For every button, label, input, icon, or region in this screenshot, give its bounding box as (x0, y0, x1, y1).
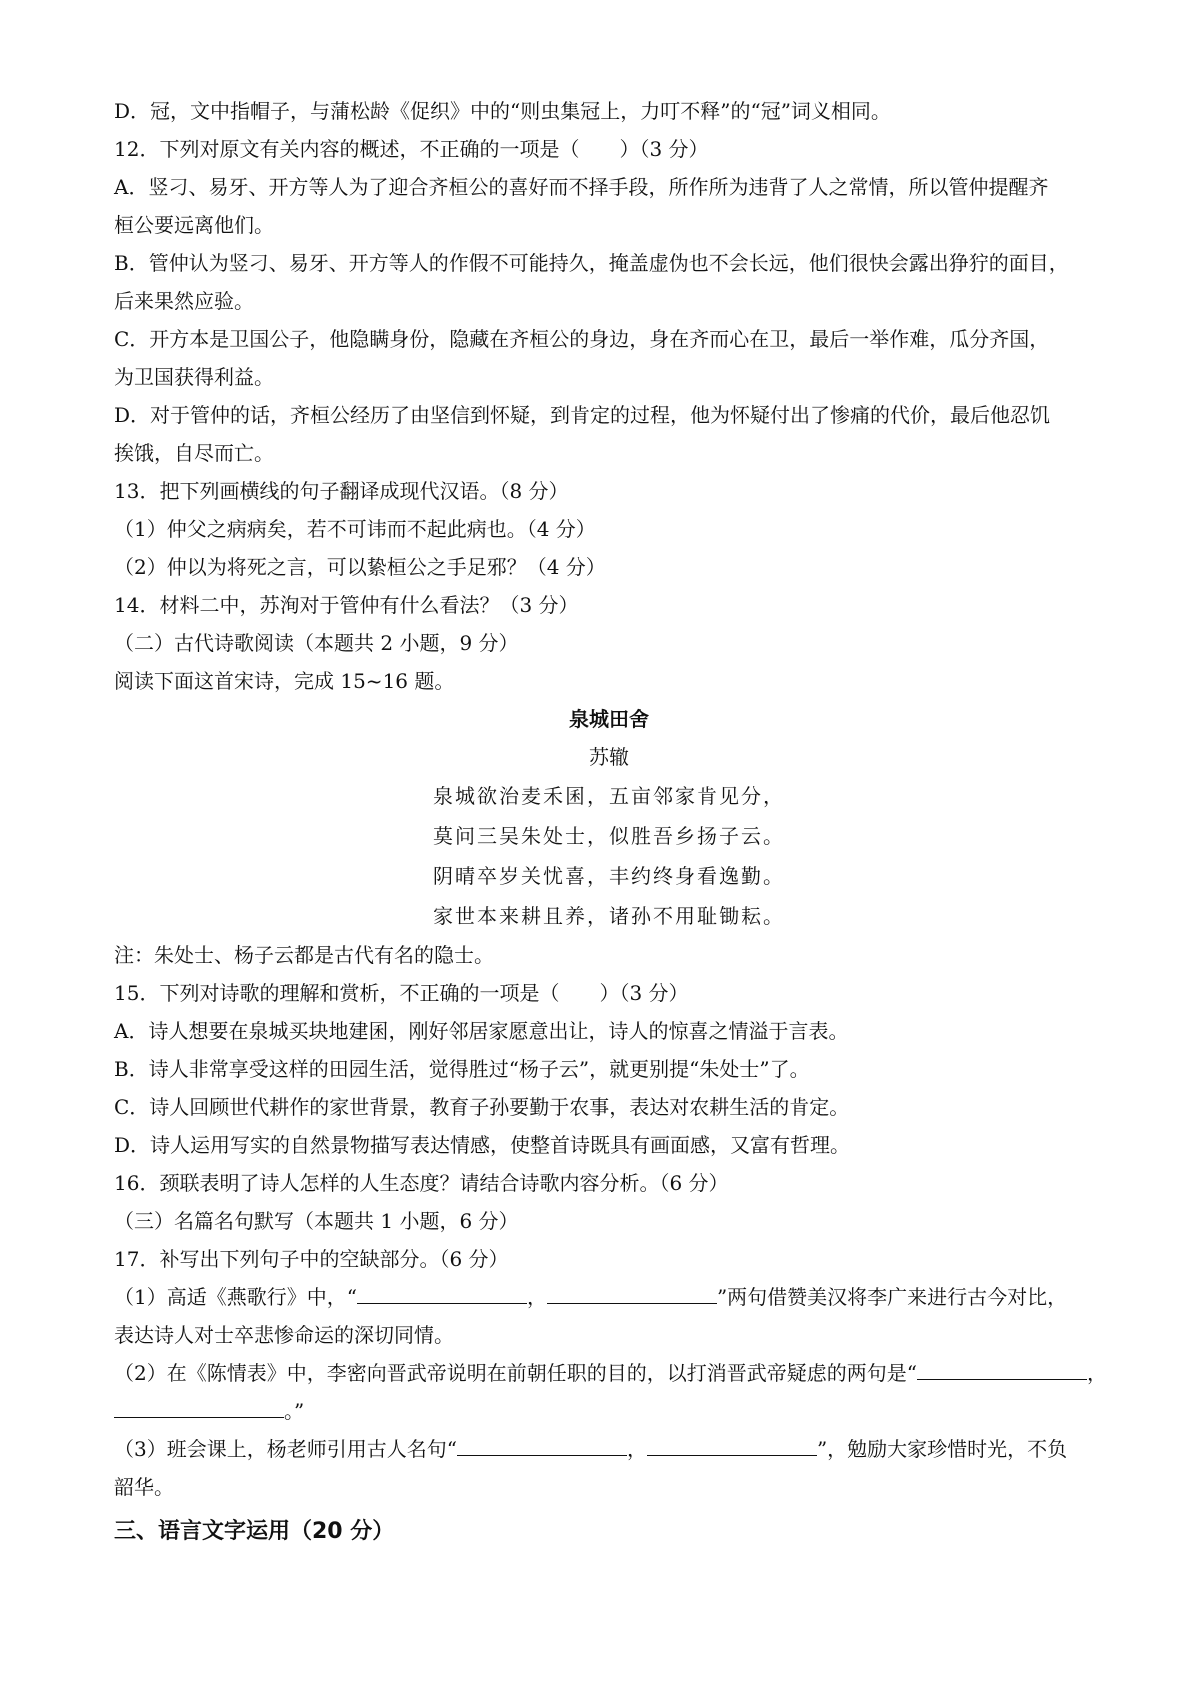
q15-option-b: B．诗人非常享受这样的田园生活，觉得胜过“杨子云”，就更别提“朱处士”了。 (114, 1057, 810, 1081)
q12-option-d-line1: D．对于管仲的话，齐桓公经历了由坚信到怀疑，到肯定的过程，他为怀疑付出了惨痛的代价，最后他忍饥 (114, 403, 1051, 427)
q15-option-a: A．诗人想要在泉城买块地建囷，刚好邻居家愿意出让，诗人的惊喜之情溢于言表。 (114, 1019, 849, 1043)
fill-blank[interactable] (357, 1283, 527, 1304)
exam-content (114, 92, 1107, 1554)
q15-option-c: C．诗人回顾世代耕作的家世背景，教育子孙要勤于农事，表达对农耕生活的肯定。 (114, 1095, 850, 1119)
q17-item2-line1 (114, 1354, 1107, 1392)
section3-heading: 三、语言文字运用（20 分） (114, 1519, 395, 1544)
q11-option-d: D．冠，文中指帽子，与蒲松龄《促织》中的“则虫集冠上，力叮不释”的“冠”词义相同。 (114, 99, 891, 123)
q12-option-b-line2: 后来果然应验。 (114, 289, 254, 313)
poem-line-2: 莫问三吴朱处士，似胜吾乡扬子云。 (433, 824, 785, 848)
poetry-instruction: 阅读下面这首宋诗，完成 15~16 题。 (114, 669, 455, 693)
poem-author: 苏辙 (589, 745, 629, 769)
poem-title: 泉城田舍 (569, 707, 649, 731)
q17-item2-line2 (114, 1392, 1104, 1430)
q17-item1-prefix: （1）高适《燕歌行》中，“ (114, 1285, 357, 1309)
q12-option-a-line1: A．竖刁、易牙、开方等人为了迎合齐桓公的喜好而不择手段，所作所为违背了人之常情，所以管仲提醒齐 (114, 175, 1049, 199)
q17-item2-mid: ， (1086, 1361, 1107, 1385)
fill-blank[interactable] (917, 1359, 1087, 1380)
q17-item1-line1 (114, 1278, 1104, 1316)
fill-blank[interactable] (647, 1435, 817, 1456)
q12-option-b-line1: B．管仲认为竖刁、易牙、开方等人的作假不可能持久，掩盖虚伪也不会长远，他们很快会露出狰狞的面目， (114, 251, 1069, 275)
q17-stem: 17．补写出下列句子中的空缺部分。（6 分） (114, 1247, 509, 1271)
q13-stem: 13．把下列画横线的句子翻译成现代汉语。（8 分） (114, 479, 569, 503)
q17-item1-mid: ， (526, 1285, 547, 1309)
q13-item2: （2）仲以为将死之言，可以絷桓公之手足邪？（4 分） (114, 555, 606, 579)
q17-item2-suffix: 。” (284, 1399, 305, 1423)
poem-line-4: 家世本来耕且养，诸孙不用耻锄耘。 (433, 904, 785, 928)
poem-line-3: 阴晴卒岁关忧喜，丰约终身看逸勤。 (433, 864, 785, 888)
fill-blank[interactable] (457, 1435, 627, 1456)
q17-item3-line2: 韶华。 (114, 1475, 174, 1499)
q17-item3-line1 (114, 1430, 1104, 1468)
q12-option-c-line2: 为卫国获得利益。 (114, 365, 274, 389)
q12-option-a-line2: 桓公要远离他们。 (114, 213, 274, 237)
q17-item3-prefix: （3）班会课上，杨老师引用古人名句“ (114, 1437, 457, 1461)
q15-option-d: D．诗人运用写实的自然景物描写表达情感，使整首诗既具有画面感，又富有哲理。 (114, 1133, 851, 1157)
q17-item3-suffix: ”，勉励大家珍惜时光，不负 (816, 1437, 1068, 1461)
q17-item1-suffix: ”两句借赞美汉将李广来进行古今对比， (716, 1285, 1068, 1309)
q12-option-d-line2: 挨饿，自尽而亡。 (114, 441, 274, 465)
q15-stem: 15．下列对诗歌的理解和赏析，不正确的一项是（ ）（3 分） (114, 981, 689, 1005)
poetry-section-heading: （二）古代诗歌阅读（本题共 2 小题，9 分） (114, 631, 519, 655)
q13-item1: （1）仲父之病病矣，若不可讳而不起此病也。（4 分） (114, 517, 596, 541)
q17-item3-mid: ， (626, 1437, 647, 1461)
poem-note: 注：朱处士、杨子云都是古代有名的隐士。 (114, 943, 494, 967)
q12-option-c-line1: C．开方本是卫国公子，他隐瞒身份，隐藏在齐桓公的身边，身在齐而心在卫，最后一举作难，瓜分齐国， (114, 327, 1050, 351)
fill-blank[interactable] (547, 1283, 717, 1304)
q16-stem: 16．颈联表明了诗人怎样的人生态度？请结合诗歌内容分析。（6 分） (114, 1171, 729, 1195)
q12-stem: 12．下列对原文有关内容的概述，不正确的一项是（ ）（3 分） (114, 137, 709, 161)
poem-line-1: 泉城欲治麦禾囷，五亩邻家肯见分， (433, 784, 785, 808)
fill-blank[interactable] (114, 1397, 284, 1418)
q14-stem: 14．材料二中，苏洵对于管仲有什么看法？（3 分） (114, 593, 579, 617)
q17-item1-line2: 表达诗人对士卒悲惨命运的深切同情。 (114, 1323, 454, 1347)
q17-item2-prefix: （2）在《陈情表》中，李密向晋武帝说明在前朝任职的目的，以打消晋武帝疑虑的两句是“ (114, 1361, 917, 1385)
dictation-section-heading: （三）名篇名句默写（本题共 1 小题，6 分） (114, 1209, 519, 1233)
